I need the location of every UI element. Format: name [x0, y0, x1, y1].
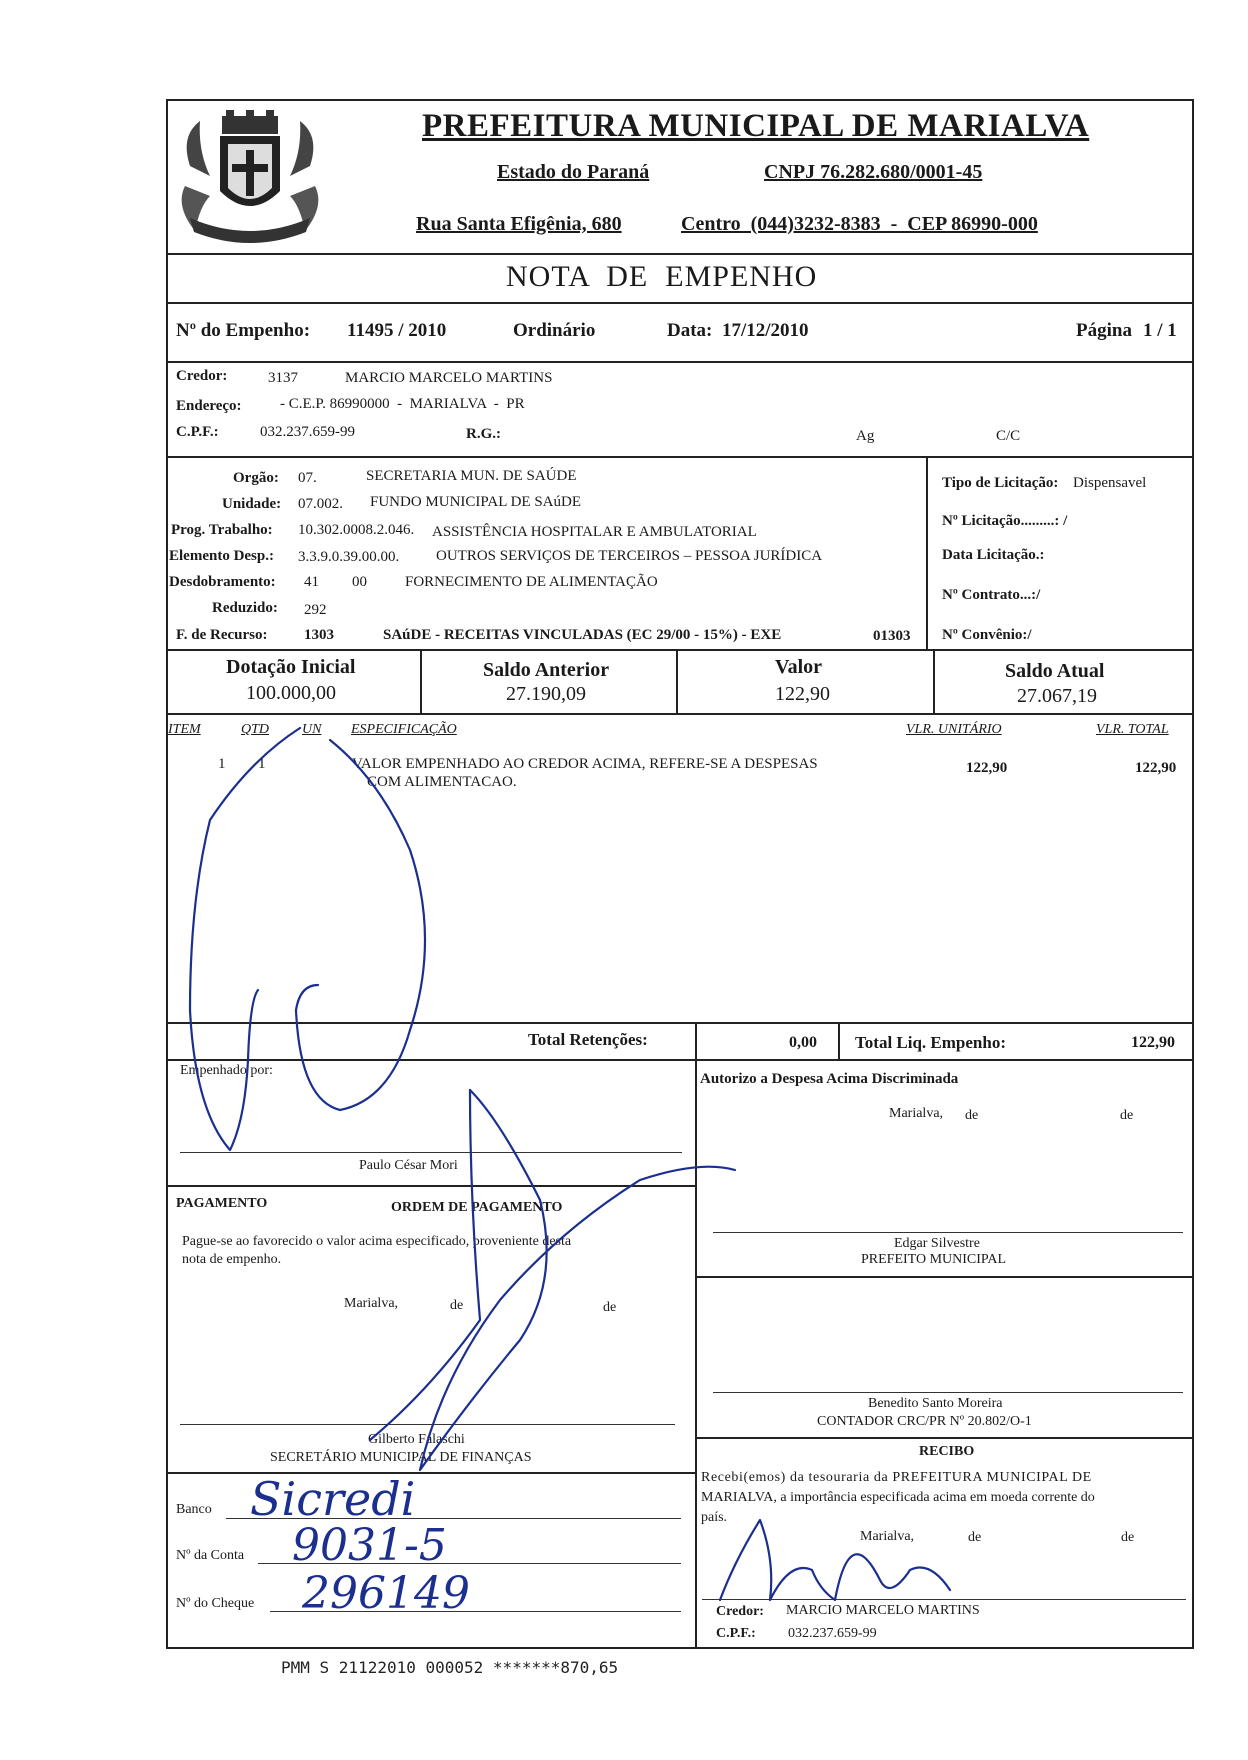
divider-vertical: [420, 649, 422, 713]
field-line: [226, 1518, 681, 1519]
empenhado-signer: Paulo César Mori: [359, 1158, 458, 1173]
divider-vertical: [676, 649, 678, 713]
page-label: Página: [1076, 320, 1132, 341]
credor-address: - C.E.P. 86990000 - MARIALVA - PR: [280, 396, 525, 412]
unidade-name: FUNDO MUNICIPAL DE SAúDE: [370, 494, 581, 510]
recibo-cpf-label: C.P.F.:: [716, 1626, 756, 1641]
orgao-label: Orgão:: [233, 470, 279, 486]
col-unit-header: VLR. UNITÁRIO: [906, 722, 1002, 737]
signature-line: [180, 1152, 682, 1153]
recibo-de2: de: [1121, 1530, 1135, 1545]
divider-vertical: [926, 456, 928, 649]
field-line: [258, 1563, 681, 1564]
col-qtd-header: QTD: [241, 722, 270, 737]
cc-label: C/C: [996, 428, 1021, 444]
state-name: Estado do Paraná: [497, 161, 650, 183]
elem-name: OUTROS SERVIÇOS DE TERCEIROS – PESSOA JURÍDICA: [436, 548, 823, 564]
row-desc-2: COM ALIMENTACAO.: [367, 774, 517, 790]
desd-code2: 00: [352, 574, 367, 590]
address-label: Endereço:: [176, 398, 242, 414]
cnpj: CNPJ 76.282.680/0001-45: [764, 161, 983, 183]
address: Rua Santa Efigênia, 680: [416, 213, 622, 235]
contrato-number: Nº Contrato...:/: [942, 587, 1041, 603]
recurso-name: SAúDE - RECEITAS VINCULADAS (EC 29/00 - 15%) - EXE: [383, 627, 782, 643]
unidade-label: Unidade:: [222, 496, 282, 512]
divider: [166, 1022, 1194, 1024]
retencoes-value: 0,00: [789, 1034, 817, 1051]
autorizo-city: Marialva,: [889, 1106, 944, 1121]
autorizo-de2: de: [1120, 1108, 1134, 1123]
coat-of-arms-icon: [170, 106, 330, 246]
empenhado-label: Empenhado por:: [180, 1063, 273, 1078]
liq-label: Total Liq. Empenho:: [855, 1033, 1006, 1052]
desd-label: Desdobramento:: [169, 574, 276, 590]
recibo-text-2: MARIALVA, a importância especificada acima em moeda corrente do: [701, 1490, 1095, 1505]
recurso-code2: 01303: [873, 628, 911, 644]
liq-value: 122,90: [1131, 1034, 1175, 1051]
divider-vertical: [933, 649, 935, 713]
address-contact: Centro (044)3232-8383 - CEP 86990-000: [681, 213, 1038, 235]
pagamento-de1: de: [450, 1298, 464, 1313]
licitacao-tipo-value: Dispensavel: [1073, 475, 1147, 491]
conta-label: Nº da Conta: [176, 1548, 245, 1563]
contador-role: CONTADOR CRC/PR Nº 20.802/O-1: [817, 1414, 1032, 1429]
signature-line: [713, 1232, 1183, 1233]
signature-line: [702, 1599, 1186, 1600]
pagamento-text-2: nota de empenho.: [182, 1252, 282, 1267]
empenho-label: Nº do Empenho:: [176, 320, 311, 341]
cheque-label: Nº do Cheque: [176, 1596, 255, 1611]
footer-stamp: PMM S 21122010 000052 *******870,65: [281, 1658, 619, 1677]
col-item-header: ITEM: [168, 722, 201, 737]
valor-label: Valor: [775, 656, 823, 678]
col-espec-header: ESPECIFICAÇÃO: [351, 722, 457, 737]
prog-code: 10.302.0008.2.046.: [298, 522, 415, 538]
handwritten-conta: 9031-5: [292, 1520, 447, 1571]
recibo-text-1: Recebi(emos) da tesouraria da PREFEITURA MUNICIPAL DE: [701, 1470, 1092, 1485]
col-un-header: UN: [302, 722, 322, 737]
pagamento-text-1: Pague-se ao favorecido o valor acima especificado, proveniente desta: [182, 1234, 572, 1249]
field-line: [270, 1611, 681, 1612]
divider-vertical: [695, 1059, 697, 1649]
page-number: 1 / 1: [1143, 320, 1177, 341]
contador-signer: Benedito Santo Moreira: [868, 1396, 1003, 1411]
valor-value: 122,90: [775, 683, 830, 705]
pagamento-signer: Gilberto Falaschi: [368, 1432, 465, 1447]
col-total-header: VLR. TOTAL: [1096, 722, 1169, 737]
credor-code: 3137: [268, 370, 298, 386]
retencoes-label: Total Retenções:: [528, 1030, 648, 1049]
divider: [166, 649, 1194, 651]
autorizo-signer: Edgar Silvestre: [894, 1236, 980, 1251]
atual-label: Saldo Atual: [1005, 660, 1105, 682]
recibo-text-3: país.: [701, 1510, 728, 1525]
atual-value: 27.067,19: [1017, 685, 1097, 707]
pagamento-de2: de: [603, 1300, 617, 1315]
row-item: 1: [218, 756, 226, 772]
autorizo-label: Autorizo a Despesa Acima Discriminada: [700, 1071, 959, 1087]
divider-vertical: [695, 1022, 697, 1060]
row-desc-1: VALOR EMPENHADO AO CREDOR ACIMA, REFERE-SE A DESPESAS: [352, 756, 818, 772]
divider: [166, 302, 1194, 304]
reduzido-label: Reduzido:: [212, 600, 278, 616]
ag-label: Ag: [856, 428, 875, 444]
pagamento-label: PAGAMENTO: [176, 1196, 268, 1211]
recurso-label: F. de Recurso:: [176, 627, 268, 643]
date-value: 17/12/2010: [722, 320, 809, 341]
prog-label: Prog. Trabalho:: [171, 522, 273, 538]
rg-label: R.G.:: [466, 426, 501, 442]
dotacao-value: 100.000,00: [246, 682, 336, 704]
anterior-label: Saldo Anterior: [483, 659, 610, 681]
anterior-value: 27.190,09: [506, 683, 586, 705]
pagamento-role: SECRETÁRIO MUNICIPAL DE FINANÇAS: [270, 1450, 532, 1465]
date-label: Data:: [667, 320, 713, 341]
licitacao-tipo-label: Tipo de Licitação:: [942, 475, 1059, 491]
licitacao-data: Data Licitação.:: [942, 547, 1045, 563]
desd-code1: 41: [304, 574, 319, 590]
handwritten-banco: Sicredi: [250, 1472, 416, 1526]
divider-vertical: [838, 1022, 840, 1060]
divider: [166, 1472, 695, 1474]
empenho-type: Ordinário: [513, 320, 596, 341]
divider: [166, 361, 1194, 363]
divider: [695, 1437, 1194, 1439]
empenho-number: 11495 / 2010: [347, 320, 447, 341]
divider: [695, 1276, 1194, 1278]
desd-name: FORNECIMENTO DE ALIMENTAÇÃO: [405, 574, 658, 590]
recibo-label: RECIBO: [919, 1444, 975, 1459]
credor-label: Credor:: [176, 368, 228, 384]
divider: [166, 456, 1194, 458]
document-title: NOTA DE EMPENHO: [506, 260, 818, 293]
divider: [166, 1185, 695, 1187]
prog-name: ASSISTÊNCIA HOSPITALAR E AMBULATORIAL: [432, 524, 757, 540]
ordem-label: ORDEM DE PAGAMENTO: [391, 1200, 563, 1215]
autorizo-de1: de: [965, 1108, 979, 1123]
row-total: 122,90: [1135, 760, 1177, 776]
cpf-value: 032.237.659-99: [260, 424, 355, 440]
credor-name: MARCIO MARCELO MARTINS: [345, 370, 553, 386]
recibo-credor-label: Credor:: [716, 1604, 764, 1619]
autorizo-role: PREFEITO MUNICIPAL: [861, 1252, 1007, 1267]
signature-line: [713, 1392, 1183, 1393]
elem-code: 3.3.9.0.39.00.00.: [298, 549, 400, 565]
convenio-number: Nº Convênio:/: [942, 627, 1032, 643]
divider: [166, 1059, 1194, 1061]
banco-label: Banco: [176, 1502, 212, 1517]
pagamento-city: Marialva,: [344, 1296, 399, 1311]
recibo-cpf-value: 032.237.659-99: [788, 1626, 877, 1641]
elem-label: Elemento Desp.:: [169, 548, 274, 564]
recibo-city: Marialva,: [860, 1529, 915, 1544]
unidade-code: 07.002.: [298, 496, 343, 512]
dotacao-label: Dotação Inicial: [226, 656, 356, 678]
recurso-code: 1303: [304, 627, 334, 643]
orgao-code: 07.: [298, 470, 317, 486]
row-qtd: 1: [258, 756, 266, 772]
orgao-name: SECRETARIA MUN. DE SAÚDE: [366, 468, 577, 484]
page-title: PREFEITURA MUNICIPAL DE MARIALVA: [422, 108, 1090, 144]
licitacao-numero: Nº Licitação.........: /: [942, 513, 1068, 529]
divider: [166, 713, 1194, 715]
cpf-label: C.P.F.:: [176, 424, 219, 440]
reduzido-value: 292: [304, 602, 327, 618]
recibo-de1: de: [968, 1530, 982, 1545]
signature-line: [180, 1424, 675, 1425]
row-unit: 122,90: [966, 760, 1008, 776]
recibo-credor-name: MARCIO MARCELO MARTINS: [786, 1603, 980, 1618]
divider: [166, 253, 1194, 255]
handwritten-cheque: 296149: [302, 1568, 470, 1619]
